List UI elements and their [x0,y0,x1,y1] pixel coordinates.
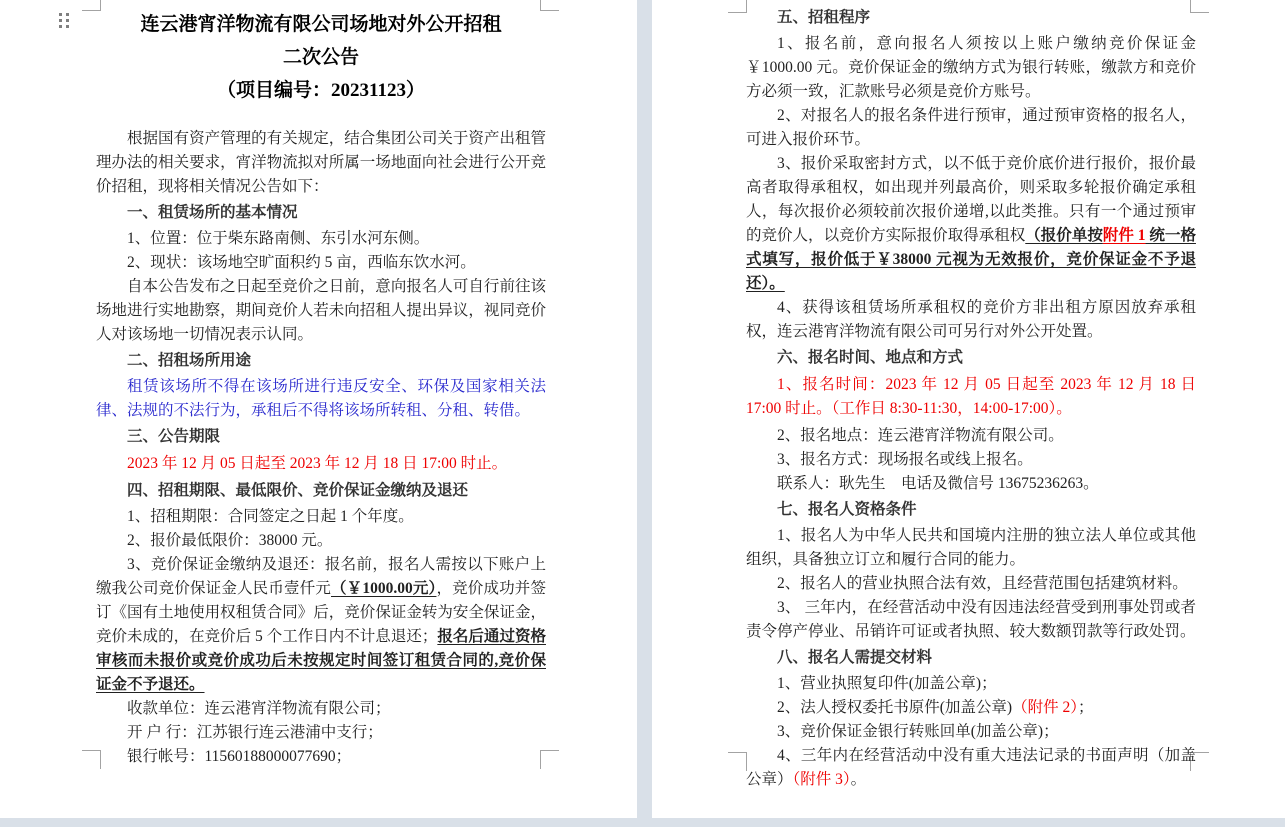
text-run[interactable]: 开 户 行：江苏银行连云港浦中支行； [127,724,383,741]
text-run[interactable]: 收款单位：连云港宵洋物流有限公司； [127,700,391,717]
paragraph[interactable] [746,744,1196,792]
paragraph[interactable] [746,152,1196,296]
paragraph[interactable] [96,127,546,199]
section-heading[interactable] [746,6,1196,30]
paragraph[interactable] [96,529,546,553]
text-run[interactable]: 二次公告 [282,47,359,68]
paragraph[interactable] [746,572,1196,596]
text-run[interactable]: 2、对报名人的报名条件进行预审，通过预审资格的报名人，可进入报价环节。 [746,107,1196,148]
paragraph[interactable] [96,697,546,721]
text-run[interactable]: 根据国有资产管理的有关规定，结合集团公司关于资产出租管理办法的相关要求，宵洋物流拟对所属一场地面向社会进行公开竞价招租，现将相关情况公告如下： [96,130,546,195]
doc-title-line[interactable] [96,41,546,74]
text-run[interactable]: 附件 1 [1102,227,1146,244]
document-page-1[interactable] [0,0,637,818]
text-run[interactable]: （附件 3） [792,771,851,788]
paragraph[interactable] [96,375,546,423]
text-run[interactable]: 银行帐号：11560188000077690； [127,748,352,765]
paragraph[interactable] [746,296,1196,344]
paragraph[interactable] [96,721,546,745]
paragraph[interactable] [96,745,546,769]
page-1-body[interactable] [96,127,546,769]
section-heading[interactable] [96,425,546,449]
text-run[interactable]: 1、招租期限：合同签定之日起 1 个年度。 [127,508,414,525]
text-run[interactable]: 联系人：耿先生 电话及微信号 13675236263。 [777,475,1099,492]
doc-title-line[interactable] [96,8,546,41]
text-run[interactable]: 3、竞价保证金银行转账回单(加盖公章)； [777,723,1059,740]
text-run[interactable]: 七、报名人资格条件 [777,501,917,518]
page-1-content[interactable] [96,8,546,769]
document-title-block[interactable] [96,8,546,107]
text-run[interactable]: 2、报名地点：连云港宵洋物流有限公司。 [777,427,1064,444]
paragraph[interactable] [746,720,1196,744]
text-run[interactable]: （附件 2） [1012,699,1078,716]
text-run[interactable]: 统一格式填写，报价低于￥38000 元视为无效报价，竞价保证金不予退还）。 [746,227,1196,292]
paragraph[interactable] [746,696,1196,720]
text-run[interactable]: 2、法人授权委托书原件(加盖公章) [777,699,1013,716]
text-run[interactable]: 六、报名时间、地点和方式 [777,349,964,366]
paragraph[interactable] [96,275,546,347]
text-run[interactable]: 自本公告发布之日起至竞价之日前，意向报名人可自行前往该场地进行实地勘察，期间竞价人若未向招租人提出异议，视同竞价人对该场地一切情况表示认同。 [96,278,546,343]
paragraph[interactable] [96,251,546,275]
text-run[interactable]: 2、报名人的营业执照合法有效，且经营范围包括建筑材料。 [777,575,1188,592]
text-run[interactable]: 3、竞价保证金缴纳及退还：报名前，报名人需按以下账户上缴我公司竞价保证金人民币壹仟元 [96,556,546,597]
page-2-body[interactable] [746,6,1196,792]
text-run[interactable]: 报名后通过资格审核而未报价或竞价成功后未按规定时间签订租赁合同的,竞价保证金不予退还。 [96,628,546,693]
text-run[interactable]: 1、营业执照复印件(加盖公章)； [777,675,997,692]
paragraph[interactable] [746,104,1196,152]
text-run[interactable]: （￥1000.00元） [331,580,437,597]
text-run[interactable]: 1、报名人为中华人民共和国境内注册的独立法人单位或其他组织，具备独立订立和履行合同的能力。 [746,527,1196,568]
text-run[interactable]: 4、三年内在经营活动中没有重大违法记录的书面声明（加盖公章） [746,747,1196,788]
section-heading[interactable] [746,646,1196,670]
text-run[interactable]: 租赁该场所不得在该场所进行违反安全、环保及国家相关法律、法规的不法行为，承租后不得将该场所转租、分租、转借。 [96,378,546,419]
paragraph[interactable] [746,524,1196,572]
section-heading[interactable] [746,346,1196,370]
text-run[interactable]: 2、报价最低限价：38000 元。 [127,532,333,549]
text-run[interactable]: ； [1077,699,1094,716]
text-boundary-mark-bottom-left [728,752,747,771]
text-run[interactable]: 八、报名人需提交材料 [777,649,933,666]
text-boundary-mark-top-left [728,0,747,13]
text-run[interactable]: 。 [850,771,867,788]
section-heading[interactable] [96,349,546,373]
text-run[interactable]: 1、报名前，意向报名人须按以上账户缴纳竞价保证金￥1000.00 元。竞价保证金的缴纳方式为银行转账，缴款方和竞价方必须一致，汇款账号必须是竞价方账号。 [746,35,1196,100]
drag-handle-icon[interactable] [58,12,72,29]
text-run[interactable]: 连云港宵洋物流有限公司场地对外公开招租 [140,14,502,35]
text-run[interactable]: 四、招租期限、最低限价、竞价保证金缴纳及退还 [127,482,469,499]
paragraph[interactable] [96,452,546,476]
text-run[interactable]: 3、报价采取密封方式，以不低于竞价底价进行报价，报价最高者取得承租权，如出现并列最高价，则采取多轮报价确定承租人，每次报价必须较前次报价递增,以此类推。只有一个通过预审的竞价人，以竞价方实际报价取得承租权 [746,155,1196,244]
paragraph[interactable] [746,373,1196,421]
text-run[interactable]: 4、获得该租赁场所承租权的竞价方非出租方原因放弃承租权，连云港宵洋物流有限公司可另行对外公开处置。 [746,299,1196,340]
text-run[interactable]: （项目编号：20231123） [217,80,425,101]
section-heading[interactable] [96,479,546,503]
text-run[interactable]: （报价单按 [1025,227,1103,244]
paragraph[interactable] [746,424,1196,448]
text-run[interactable]: 3、 三年内，在经营活动中没有因违法经营受到刑事处罚或者责令停产停业、吊销许可证或者执照、较大数额罚款等行政处罚。 [746,599,1196,640]
text-run[interactable]: 1、位置：位于柴东路南侧、东引水河东侧。 [127,230,430,247]
paragraph[interactable] [746,448,1196,472]
paragraph[interactable] [96,553,546,697]
text-run[interactable]: 3、报名方式：现场报名或线上报名。 [777,451,1033,468]
paragraph[interactable] [746,672,1196,696]
text-run[interactable]: 2、现状：该场地空旷面积约 5 亩，西临东饮水河。 [127,254,476,271]
text-run[interactable]: 2023 年 12 月 05 日起至 2023 年 12 月 18 日 17:00 时止。 [127,455,508,472]
paragraph[interactable] [96,505,546,529]
section-heading[interactable] [746,498,1196,522]
paragraph[interactable] [96,227,546,251]
drag-handle-dots [59,13,62,16]
document-page-2[interactable] [652,0,1285,818]
text-run[interactable]: 1、报名时间：2023 年 12 月 05 日起至 2023 年 12 月 18 日 17:00 时止。（工作日 8:30-11:30，14:00-17:00）。 [746,376,1196,417]
text-run[interactable]: ，竞价成功并签订《国有土地使用权租赁合同》后，竞价保证金转为安全保证金，竞价未成的，在竞价后 5 个工作日内不计息退还； [96,580,546,645]
doc-title-line[interactable] [96,74,546,107]
paragraph[interactable] [746,32,1196,104]
paragraph[interactable] [746,472,1196,496]
text-run[interactable]: 三、公告期限 [127,428,221,445]
page-2-content[interactable] [746,4,1196,792]
paragraph[interactable] [746,596,1196,644]
text-run[interactable]: 一、租赁场所的基本情况 [127,204,298,221]
text-run[interactable]: 五、招租程序 [777,9,871,26]
text-run[interactable]: 二、招租场所用途 [127,352,252,369]
section-heading[interactable] [96,201,546,225]
